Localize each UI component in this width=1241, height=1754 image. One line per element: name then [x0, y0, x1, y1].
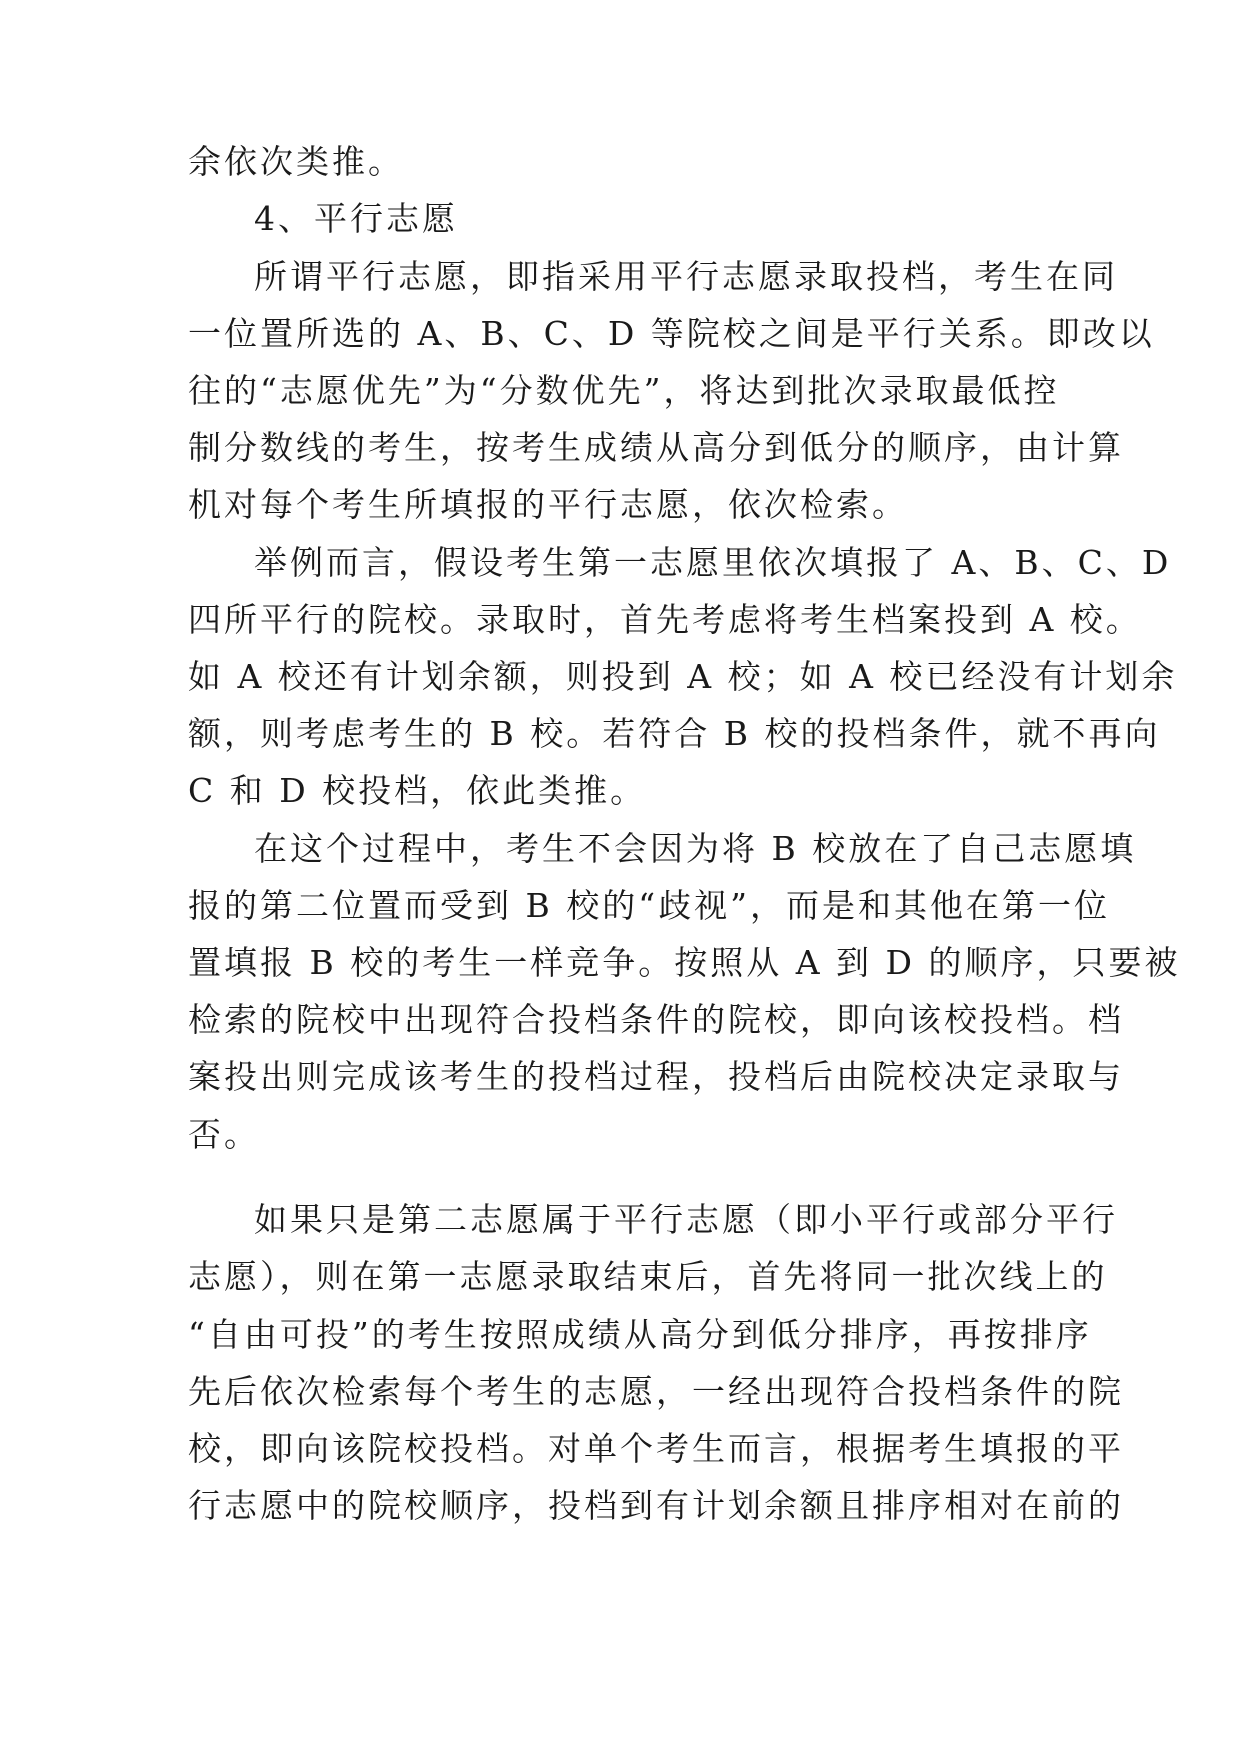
- text-line: 行志愿中的院校顺序，投档到有计划余额且排序相对在前的: [188, 1486, 1124, 1525]
- text-line: 志愿），则在第一志愿录取结束后，首先将同一批次线上的: [188, 1257, 1108, 1296]
- text-line: 报的第二位置而受到 B 校的“歧视”，而是和其他在第一位: [188, 886, 1110, 925]
- text-line: 置填报 B 校的考生一样竞争。按照从 A 到 D 的顺序，只要被: [188, 943, 1181, 982]
- text-line: 否。: [188, 1115, 260, 1154]
- text-line: 额，则考虑考生的 B 校。若符合 B 校的投档条件，就不再向: [188, 714, 1161, 753]
- text-line: C 和 D 校投档，依此类推。: [188, 771, 647, 810]
- text-line: 如果只是第二志愿属于平行志愿（即小平行或部分平行: [254, 1200, 1118, 1239]
- text-line: 案投出则完成该考生的投档过程，投档后由院校决定录取与: [188, 1057, 1124, 1096]
- text-line: 在这个过程中，考生不会因为将 B 校放在了自己志愿填: [254, 829, 1137, 868]
- text-line: 一位置所选的 A、B、C、D 等院校之间是平行关系。即改以: [188, 314, 1155, 353]
- text-line: 校，即向该院校投档。对单个考生而言，根据考生填报的平: [188, 1429, 1124, 1468]
- text-line: 检索的院校中出现符合投档条件的院校，即向该校投档。档: [188, 1000, 1124, 1039]
- text-line: 机对每个考生所填报的平行志愿，依次检索。: [188, 485, 908, 524]
- text-line: 所谓平行志愿，即指采用平行志愿录取投档，考生在同: [254, 257, 1118, 296]
- text-line: 往的“志愿优先”为“分数优先”，将达到批次录取最低控: [188, 371, 1060, 410]
- section-heading: 4、平行志愿: [254, 199, 458, 238]
- text-line: 如 A 校还有计划余额，则投到 A 校；如 A 校已经没有计划余: [188, 657, 1178, 696]
- text-line: 举例而言，假设考生第一志愿里依次填报了 A、B、C、D: [254, 543, 1172, 582]
- text-line: 制分数线的考生，按考生成绩从高分到低分的顺序，由计算: [188, 428, 1124, 467]
- text-line: 先后依次检索每个考生的志愿，一经出现符合投档条件的院: [188, 1372, 1124, 1411]
- text-line: 四所平行的院校。录取时，首先考虑将考生档案投到 A 校。: [188, 600, 1142, 639]
- text-line: 余依次类推。: [188, 142, 404, 181]
- text-line: “自由可投”的考生按照成绩从高分到低分排序，再按排序: [188, 1315, 1092, 1354]
